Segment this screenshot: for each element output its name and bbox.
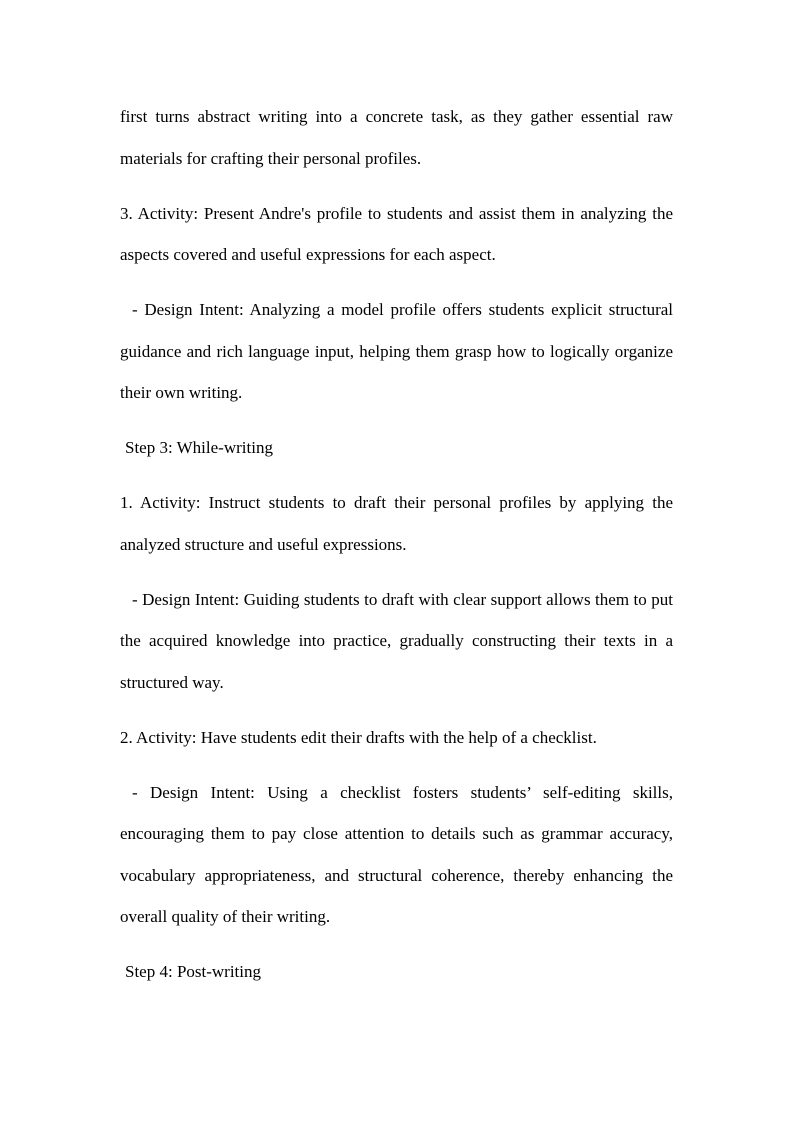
paragraph-design-intent-checklist: - Design Intent: Using a checklist fosters students’ self-editing skills, encouraging them to pay close attention to details such as grammar accuracy, vocabulary appropriateness, and structural coherence, thereby enhancing the overall quality of their writing. xyxy=(120,782,673,926)
paragraph-design-intent-drafting: - Design Intent: Guiding students to draft with clear support allows them to put the acquired knowledge into practice, gradually constructing their texts in a structured way. xyxy=(120,589,673,692)
paragraph-while-writing-activity-1: 1. Activity: Instruct students to draft their personal profiles by applying the analyzed structure and useful expressions. xyxy=(120,493,673,554)
heading-step-3: Step 3: While-writing xyxy=(125,438,273,457)
document-body xyxy=(120,96,673,993)
paragraph-while-writing-activity-2: 2. Activity: Have students edit their drafts with the help of a checklist. xyxy=(120,727,597,747)
paragraph-activity-3: 3. Activity: Present Andre's profile to students and assist them in analyzing the aspects covered and useful expressions for each aspect. xyxy=(120,203,673,264)
heading-step-4: Step 4: Post-writing xyxy=(125,962,262,981)
paragraph-design-intent-model-profile: - Design Intent: Analyzing a model profile offers students explicit structural guidance and rich language input, helping them grasp how to logically organize their own writing. xyxy=(120,300,673,402)
paragraph-gather-materials: first turns abstract writing into a concrete task, as they gather essential raw materials for crafting their personal profiles. xyxy=(120,107,673,168)
